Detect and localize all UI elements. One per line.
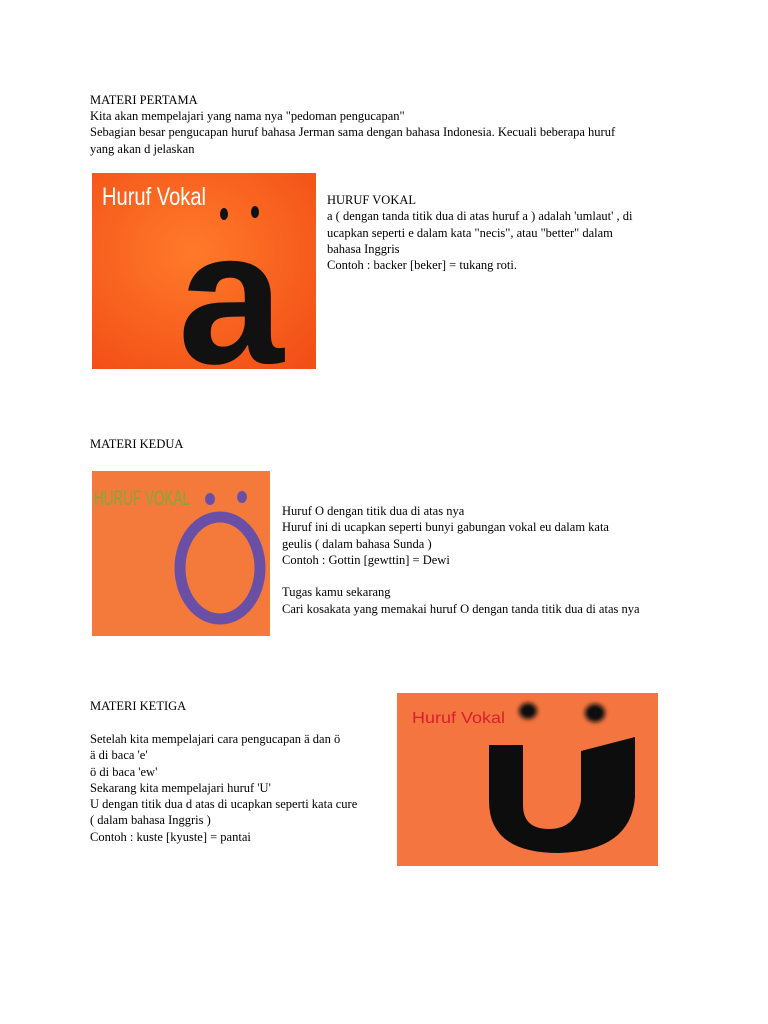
text-line: HURUF VOKAL <box>327 193 417 207</box>
paragraph-line: Kita akan mempelajari yang nama nya "pedoman pengucapan" <box>90 109 405 123</box>
text-line: Contoh : kuste [kyuste] = pantai <box>90 829 251 844</box>
umlaut-dot <box>205 493 215 505</box>
vowel-u-umlaut-image <box>397 693 658 866</box>
image-caption: HURUF VOKAL <box>94 487 190 510</box>
text-line: ä di baca 'e' <box>90 748 148 763</box>
text-line: Tugas kamu sekarang <box>282 585 391 600</box>
umlaut-dot <box>585 704 605 722</box>
text-line: Contoh : Gottin [gewttin] = Dewi <box>282 552 450 567</box>
svg-text:a: a <box>178 192 284 369</box>
text-line: Sekarang kita mempelajari huruf 'U' <box>90 780 271 795</box>
text-line: Huruf O dengan titik dua di atas nya <box>282 504 465 518</box>
umlaut-dot <box>237 491 247 503</box>
image-caption: Huruf Vokal <box>102 183 206 211</box>
text-line: ucapkan seperti e dalam kata "necis", atau "better" dalam <box>327 225 613 240</box>
text-line: Setelah kita mempelajari cara pengucapan ä dan ö <box>90 732 341 746</box>
text-line <box>282 568 640 584</box>
paragraph-line: yang akan d jelaskan <box>90 141 195 156</box>
vowel-a-umlaut-image <box>92 173 316 369</box>
vowel-o-explanation <box>282 503 640 617</box>
section-heading-2: MATERI KEDUA <box>90 437 184 451</box>
umlaut-dot <box>519 703 537 719</box>
text-line: Huruf ini di ucapkan seperti bunyi gabungan vokal eu dalam kata <box>282 520 609 535</box>
text-line: a ( dengan tanda titik dua di atas huruf a ) adalah 'umlaut' , di <box>327 209 633 224</box>
vowel-a-explanation <box>327 192 632 273</box>
section-heading-1: MATERI PERTAMA <box>90 93 198 107</box>
text-line: bahasa Inggris <box>327 241 400 256</box>
text-line: Contoh : backer [beker] = tukang roti. <box>327 258 517 273</box>
intro-paragraph <box>90 108 615 157</box>
text-line: ö di baca 'ew' <box>90 764 158 779</box>
text-line: ( dalam bahasa Inggris ) <box>90 813 211 828</box>
vowel-u-explanation <box>90 731 357 845</box>
section-heading-3: MATERI KETIGA <box>90 699 187 713</box>
paragraph-line: Sebagian besar pengucapan huruf bahasa Jerman sama dengan bahasa Indonesia. Kecuali beberapa huruf <box>90 125 616 140</box>
text-line: Cari kosakata yang memakai huruf O dengan tanda titik dua di atas nya <box>282 601 640 616</box>
text-line: geulis ( dalam bahasa Sunda ) <box>282 536 432 551</box>
vowel-o-umlaut-image <box>92 471 270 636</box>
text-line: U dengan titik dua d atas di ucapkan seperti kata cure <box>90 797 358 812</box>
image-caption: Huruf Vokal <box>412 710 505 727</box>
